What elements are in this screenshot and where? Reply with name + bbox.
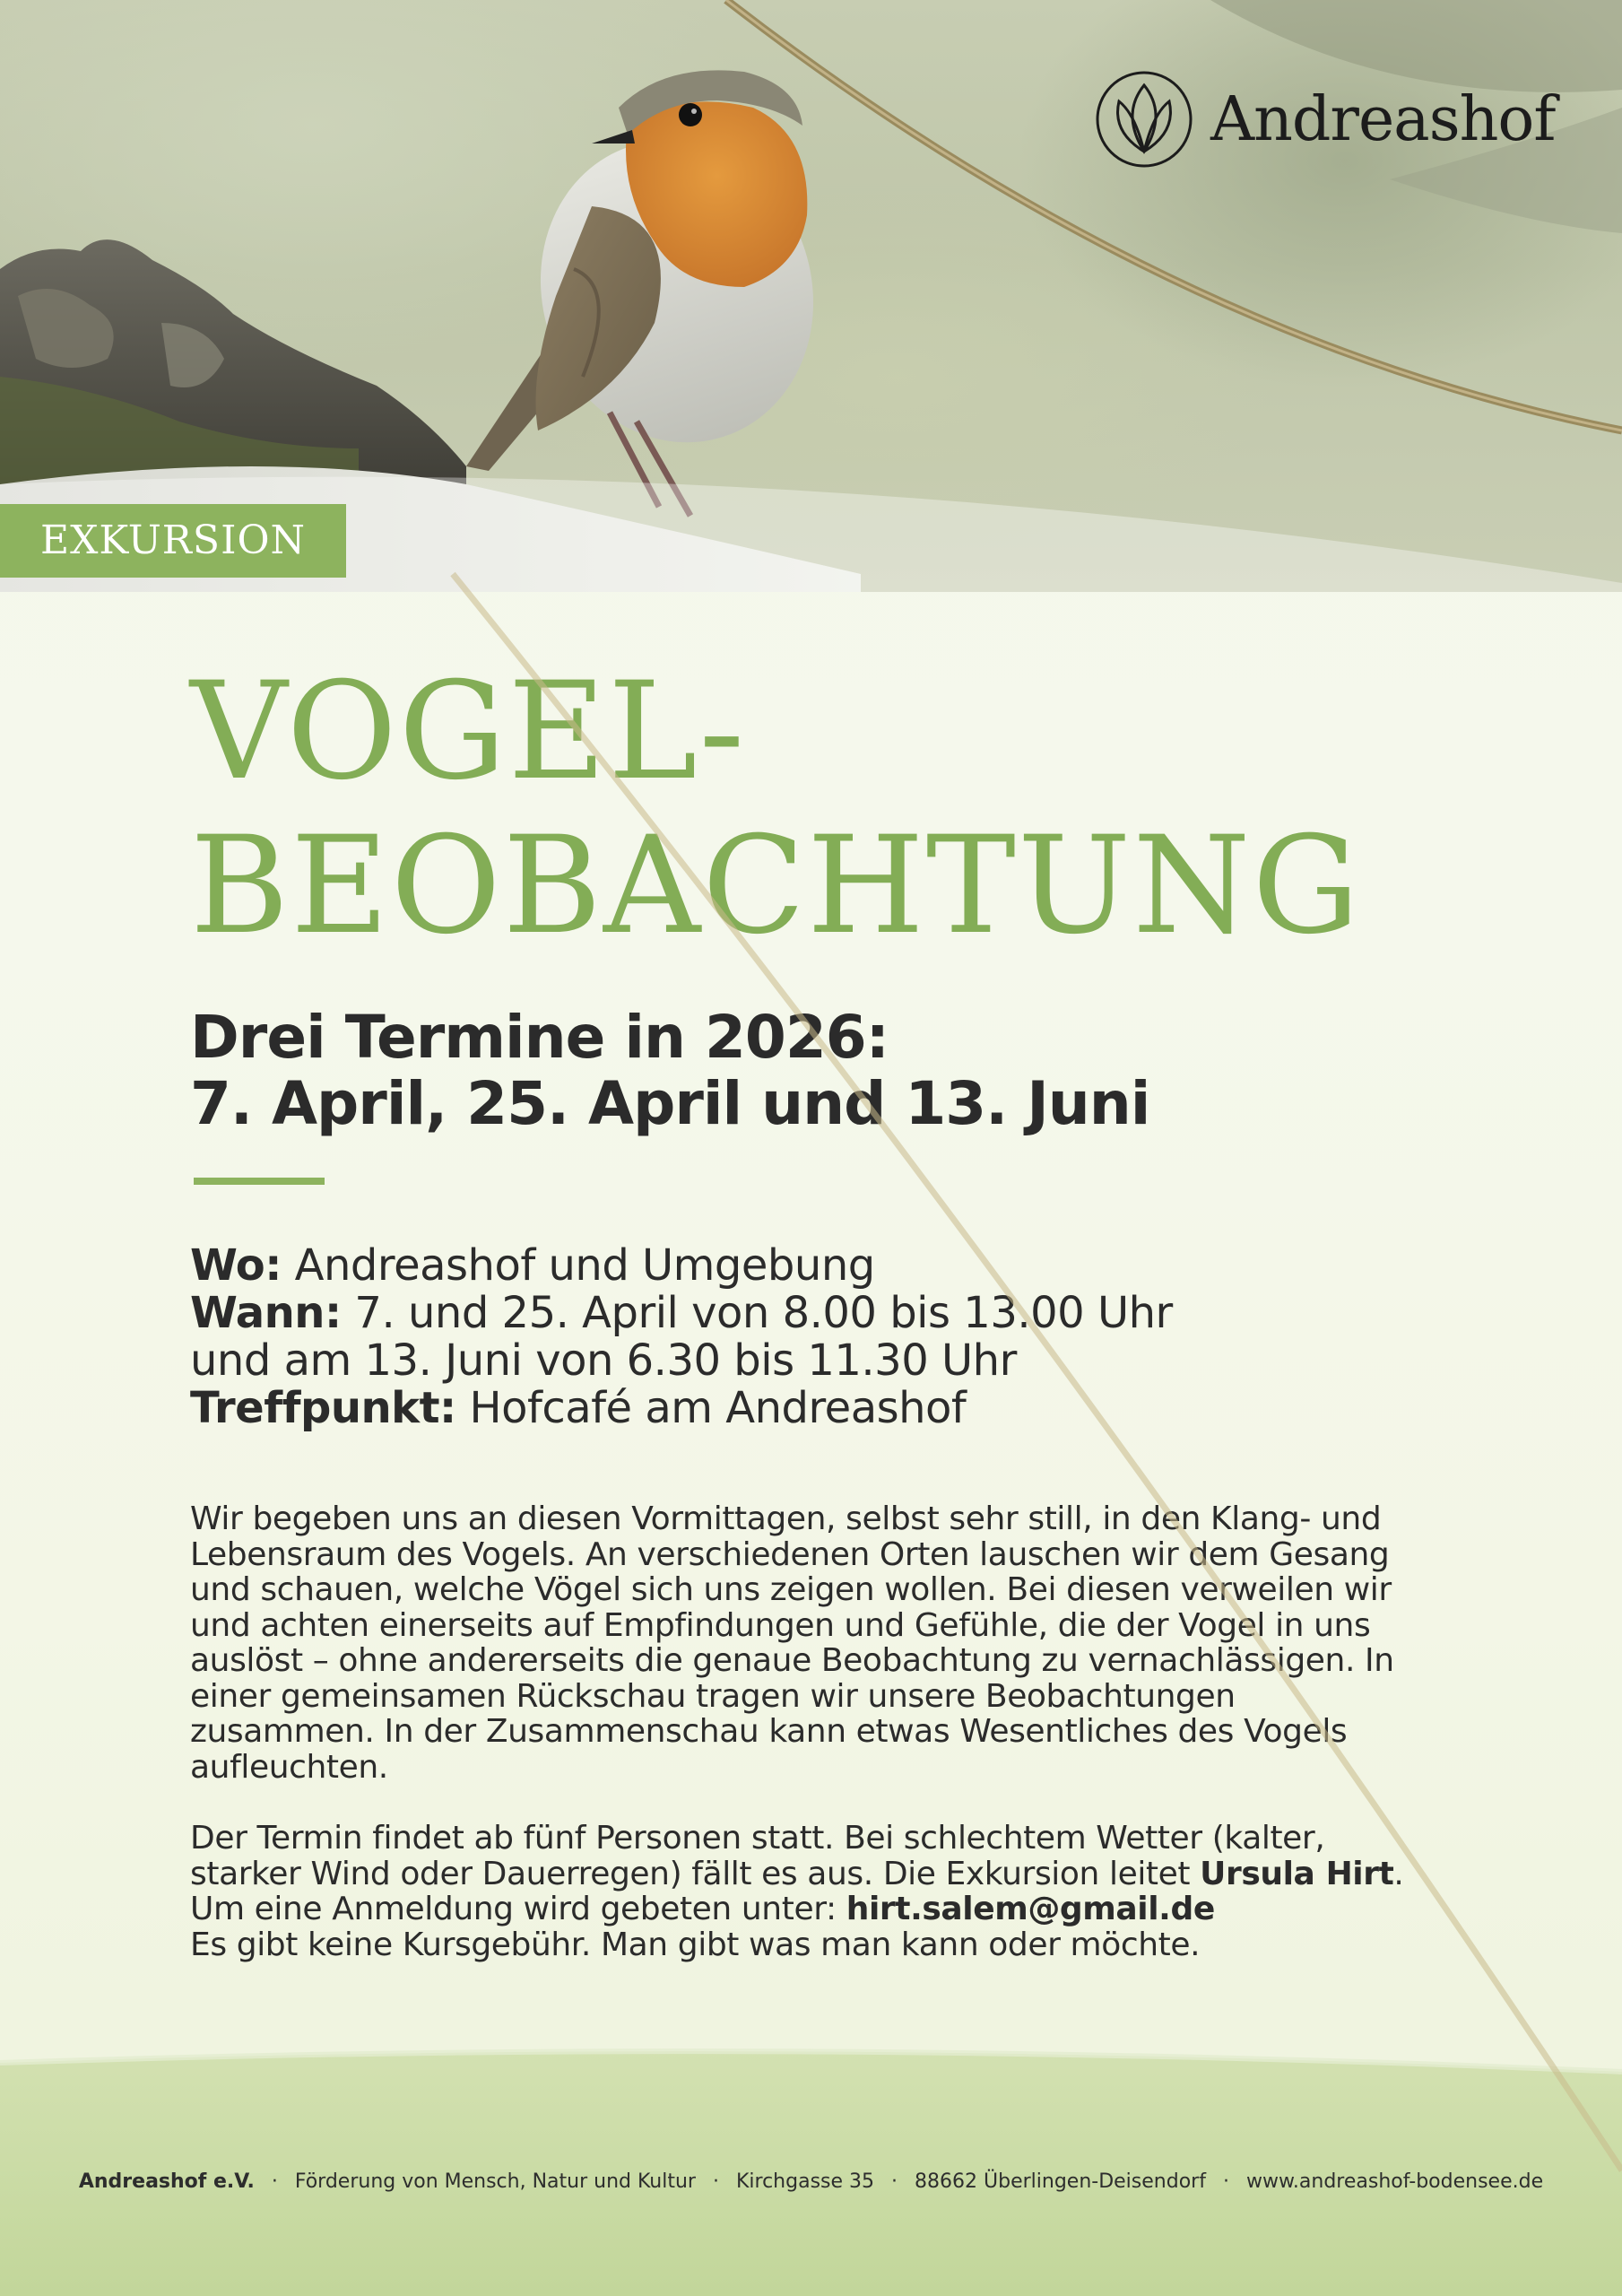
footer-separator: ·	[271, 2170, 278, 2193]
dates-line-1: Drei Termine in 2026:	[190, 1003, 889, 1072]
footer-separator: ·	[1222, 2170, 1229, 2193]
category-tag: EXKURSION	[0, 504, 346, 578]
notes-line-4: Es gibt keine Kursgebühr. Man gibt was man kann oder möchte.	[190, 1926, 1201, 1963]
where-value: Andreashof und Umgebung	[281, 1240, 875, 1291]
where-label: Wo:	[190, 1240, 282, 1291]
description-line: und schauen, welche Vögel sich uns zeigen wollen. Bei diesen verweilen wir	[190, 1571, 1392, 1608]
footer-mission: Förderung von Mensch, Natur und Kultur	[294, 2170, 696, 2193]
leader-name: Ursula Hirt	[1200, 1855, 1394, 1892]
description-line: aufleuchten.	[190, 1748, 388, 1786]
dates-line-2: 7. April, 25. April und 13. Juni	[190, 1069, 1150, 1138]
when-row-2: und am 13. Juni von 6.30 bis 11.30 Uhr	[190, 1335, 1017, 1386]
footer-separator: ·	[712, 2170, 719, 2193]
contact-email[interactable]: hirt.salem@gmail.de	[846, 1891, 1215, 1927]
when-value: 7. und 25. April von 8.00 bis 13.00 Uhr	[341, 1288, 1173, 1338]
brand-name: Andreashof	[1210, 83, 1556, 155]
notes-line-1: Der Termin findet ab fünf Personen statt. Bei schlechtem Wetter (kalter,	[190, 1820, 1325, 1857]
description-line: einer gemeinsamen Rückschau tragen wir unsere Beobachtungen	[190, 1677, 1236, 1715]
footer-city: 88662 Überlingen-Deisendorf	[915, 2170, 1206, 2193]
meeting-point-label: Treffpunkt:	[190, 1383, 456, 1433]
description-line: zusammen. In der Zusammenschau kann etwas Wesentliches des Vogels	[190, 1713, 1348, 1750]
notes-text: starker Wind oder Dauerregen) fällt es aus. Die Exkursion leitet	[190, 1855, 1201, 1892]
description-line: auslöst – ohne andererseits die genaue Beobachtung zu vernachlässigen. In	[190, 1642, 1394, 1679]
footer-separator: ·	[891, 2170, 898, 2193]
title-line-1: VOGEL-	[190, 654, 747, 810]
title-line-2: BEOBACHTUNG	[190, 808, 1362, 964]
meeting-point-value: Hofcafé am Andreashof	[455, 1383, 967, 1433]
notes-text: .	[1393, 1855, 1404, 1892]
footer-website-link[interactable]: www.andreashof-bodensee.de	[1245, 2170, 1544, 2193]
footer-org: Andreashof e.V.	[78, 2170, 255, 2193]
description-line: und achten einerseits auf Empfindungen und Gefühle, die der Vogel in uns	[190, 1606, 1371, 1644]
footer-street: Kirchgasse 35	[735, 2170, 875, 2193]
description-line: Lebensraum des Vogels. An verschiedenen Orten lauschen wir dem Gesang	[190, 1535, 1390, 1573]
notes-text: Um eine Anmeldung wird gebeten unter:	[190, 1891, 846, 1927]
description-line: Wir begeben uns an diesen Vormittagen, selbst sehr still, in den Klang- und	[190, 1500, 1382, 1537]
when-label: Wann:	[190, 1288, 342, 1338]
